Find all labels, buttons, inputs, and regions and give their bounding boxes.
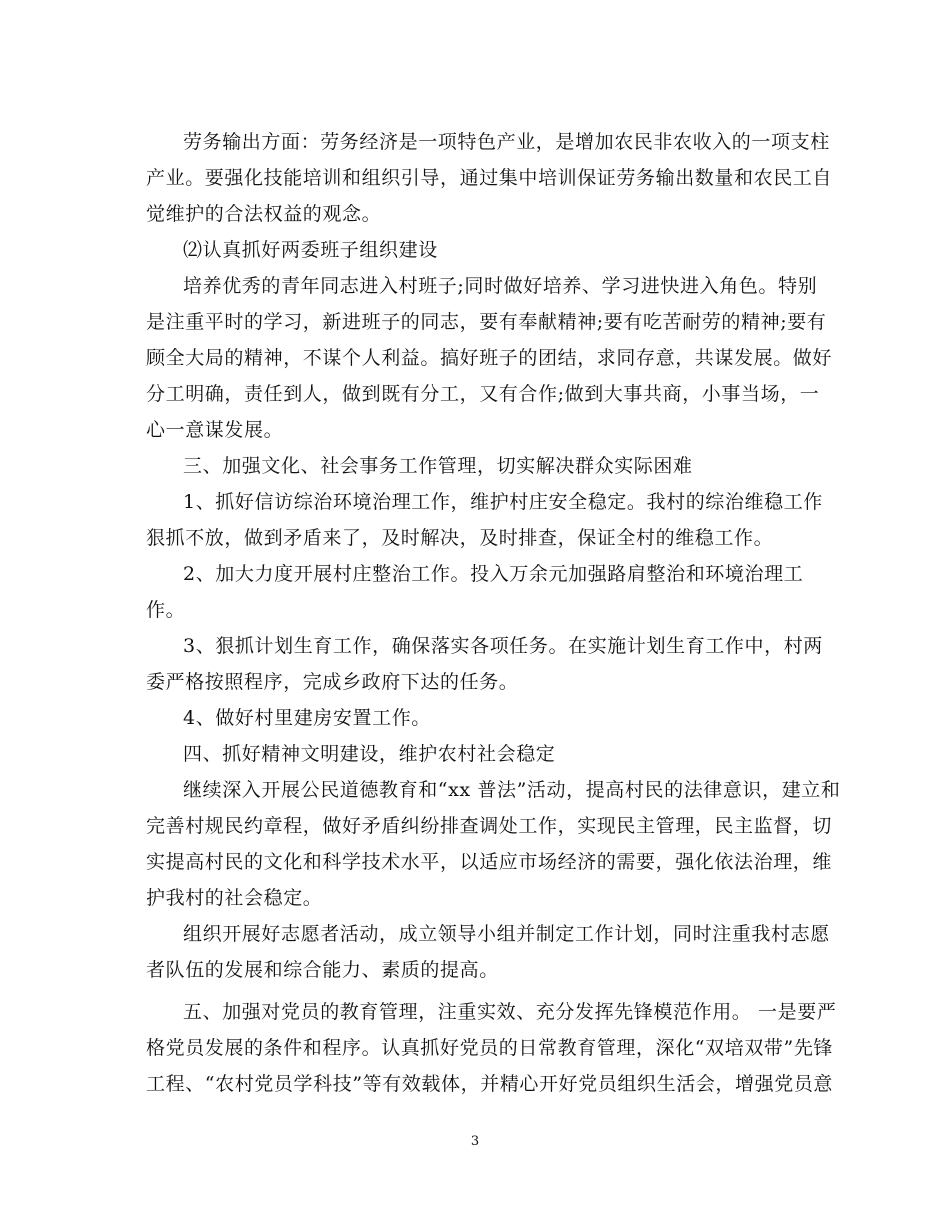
text-line: 继续深入开展公民道德教育和“xx 普法”活动，提高村民的法律意识，建立和 <box>183 779 841 801</box>
text-line: 格党员发展的条件和程序。认真抓好党员的日常教育管理，深化“双培双带”先锋 <box>146 1037 834 1059</box>
text-line: 1、抓好信访综治环境治理工作，维护村庄安全稳定。我村的综治维稳工作 <box>183 491 823 513</box>
text-line: 3、狠抓计划生育工作，确保落实各项任务。在实施计划生育工作中，村两 <box>183 635 823 657</box>
section-heading: 三、加强文化、社会事务工作管理，切实解决群众实际困难 <box>183 455 693 477</box>
section-heading: 四、抓好精神文明建设，维护农村社会稳定 <box>183 743 556 765</box>
text-line: 分工明确，责任到人，做到既有分工，又有合作;做到大事共商，小事当场，一 <box>146 383 820 405</box>
text-line: 委严格按照程序，完成乡政府下达的任务。 <box>146 671 519 693</box>
text-line: 作。 <box>146 599 186 621</box>
text-line: 顾全大局的精神，不谋个人利益。搞好班子的团结，求同存意，共谋发展。做好 <box>146 347 833 369</box>
text-line: 狠抓不放，做到矛盾来了，及时解决，及时排查，保证全村的维稳工作。 <box>146 527 774 549</box>
text-line: 觉维护的合法权益的观念。 <box>146 203 382 225</box>
text-line: 者队伍的发展和综合能力、素质的提高。 <box>146 959 499 981</box>
text-line: 工程、“农村党员学科技”等有效载体，并精心开好党员组织生活会，增强党员意 <box>146 1073 834 1095</box>
text-line: 护我村的社会稳定。 <box>146 887 323 909</box>
text-line: 2、加大力度开展村庄整治工作。投入万余元加强路肩整治和环境治理工 <box>183 563 804 585</box>
text-line: 实提高村民的文化和科学技术水平，以适应市场经济的需要，强化依法治理，维 <box>146 851 833 873</box>
text-line: 4、做好村里建房安置工作。 <box>183 707 431 729</box>
text-line: 心一意谋发展。 <box>146 419 284 441</box>
text-line: 是注重平时的学习，新进班子的同志，要有奉献精神;要有吃苦耐劳的精神;要有 <box>146 311 827 333</box>
text-line: 培养优秀的青年同志进入村班子;同时做好培养、学习进快进入角色。特别 <box>183 275 818 297</box>
section-heading: 五、加强对党员的教育管理，注重实效、充分发挥先锋模范作用。 一是要严 <box>183 1001 837 1023</box>
text-line: 完善村规民约章程，做好矛盾纠纷排查调处工作，实现民主管理，民主监督，切 <box>146 815 833 837</box>
section-heading: ⑵认真抓好两委班子组织建设 <box>183 239 438 261</box>
text-line: 产业。要强化技能培训和组织引导，通过集中培训保证劳务输出数量和农民工自 <box>146 167 833 189</box>
text-line: 劳务输出方面：劳务经济是一项特色产业，是增加农民非农收入的一项支柱 <box>183 131 830 153</box>
page-number: 3 <box>470 1134 480 1149</box>
text-line: 组织开展好志愿者活动，成立领导小组并制定工作计划，同时注重我村志愿 <box>183 923 830 945</box>
